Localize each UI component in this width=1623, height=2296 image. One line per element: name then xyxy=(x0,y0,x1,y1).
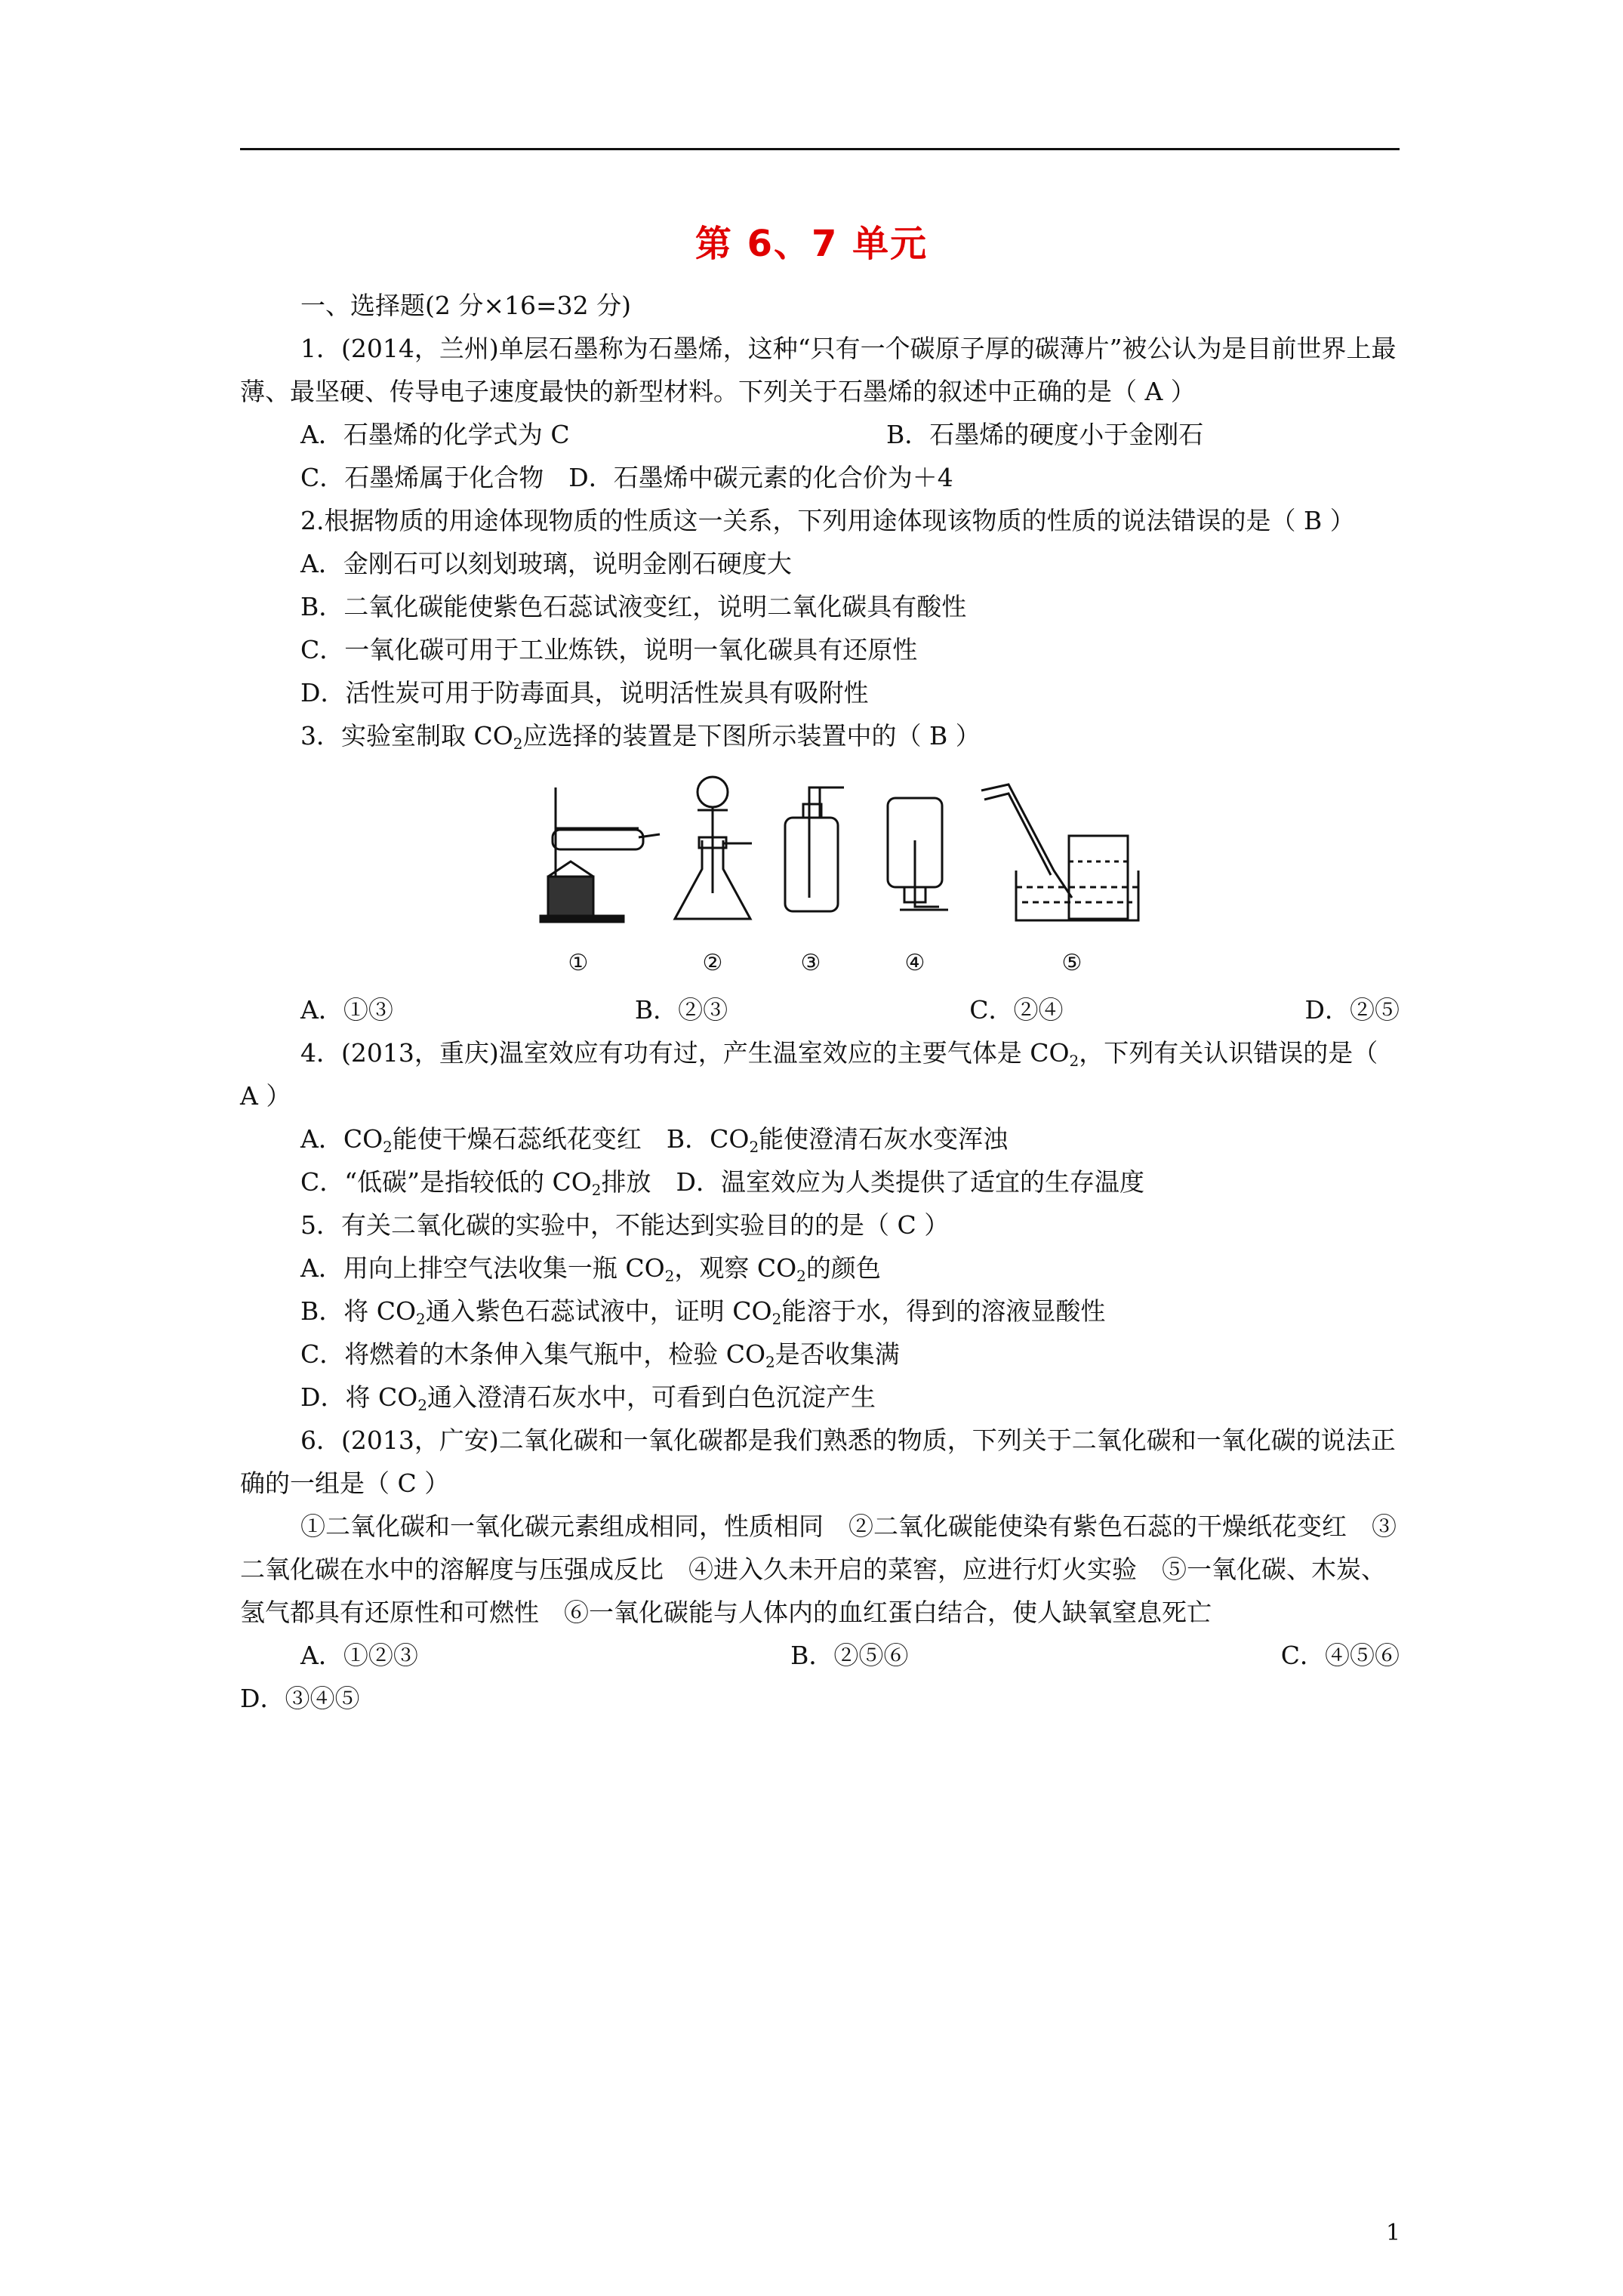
header-rule xyxy=(240,148,1400,150)
apparatus-2-flask-funnel xyxy=(675,777,752,919)
figure-label-3: ③ xyxy=(800,950,821,976)
option-c: C．②④ xyxy=(969,995,1064,1025)
question-6-stem: 6．(2013，广安)二氧化碳和一氧化碳都是我们熟悉的物质，下列关于二氧化碳和一氧化碳的说法正确的一组是（ C ） xyxy=(240,1425,1396,1498)
question-6-options-abc xyxy=(240,1634,1400,1677)
option-c: C．④⑤⑥ xyxy=(1280,1641,1400,1670)
question-2-stem: 2.根据物质的用途体现物质的性质这一关系，下列用途体现该物质的性质的说法错误的是（ B ） xyxy=(300,506,1355,535)
figure-label-5: ⑤ xyxy=(1061,950,1083,976)
page-number: 1 xyxy=(1386,2220,1401,2246)
question-4-options-ab: A．$CO_2$能使干燥石蕊纸花变红 B．$CO_2$能使澄清石灰水变浑浊 xyxy=(300,1124,1009,1156)
apparatus-1-heating-stand xyxy=(540,787,660,922)
option-d: D．将 $CO_2$通入澄清石灰水中，可看到白色沉淀产生 xyxy=(300,1382,876,1414)
option-b: B．②③ xyxy=(634,995,728,1025)
figure-label-1: ① xyxy=(568,950,589,976)
question-1-options-cd: C．石墨烯属于化合物 D．石墨烯中碳元素的化合价为＋4 xyxy=(300,463,953,492)
question-5-stem: 5．有关二氧化碳的实验中，不能达到实验目的的是（ C ） xyxy=(300,1210,950,1240)
option-d: D．③④⑤ xyxy=(240,1684,360,1713)
section-heading: 一、选择题(2 分×16=32 分) xyxy=(300,291,632,320)
option-a: A．石墨烯的化学式为 C xyxy=(300,420,570,449)
question-3-stem: 3．实验室制取 $CO_2$应选择的装置是下图所示装置中的（ B ） xyxy=(300,721,981,753)
question-4-stem: 4．(2013，重庆)温室效应有功有过，产生温室效应的主要气体是 $CO_2$，下列有关认识错误的是（ A ） xyxy=(240,1038,1378,1111)
apparatus-figure xyxy=(240,765,1400,984)
question-1-options-ab xyxy=(240,413,1400,456)
option-b: B．二氧化碳能使紫色石蕊试液变红，说明二氧化碳具有酸性 xyxy=(300,592,967,621)
option-b: B．②⑤⑥ xyxy=(790,1641,909,1670)
question-4-options-cd: C．“低碳”是指较低的 $CO_2$排放 D．温室效应为人类提供了适宜的生存温度 xyxy=(300,1167,1144,1199)
option-c: C．一氧化碳可用于工业炼铁，说明一氧化碳具有还原性 xyxy=(300,635,918,664)
option-d: D．活性炭可用于防毒面具，说明活性炭具有吸附性 xyxy=(300,678,869,707)
option-b: B．石墨烯的硬度小于金刚石 xyxy=(886,420,1204,449)
question-6-statements: ①二氧化碳和一氧化碳元素组成相同，性质相同 ②二氧化碳能使染有紫色石蕊的干燥纸花变红 ③二氧化碳在水中的溶解度与压强成反比 ④进入久未开启的菜窖，应进行灯火实验 ⑤一氧化碳、木炭、氢气都具有还原性和可燃性 ⑥一氧化碳能与人体内的血红蛋白结合，使人缺氧窒息死亡 xyxy=(240,1512,1397,1627)
page-title: 第 6、7 单元 xyxy=(694,223,929,265)
option-b: B．将 $CO_2$通入紫色石蕊试液中，证明 $CO_2$能溶于水，得到的溶液显酸性 xyxy=(300,1296,1106,1328)
option-a: A．金刚石可以刻划玻璃，说明金刚石硬度大 xyxy=(300,549,792,578)
question-1-stem: 1．(2014，兰州)单层石墨称为石墨烯，这种“只有一个碳原子厚的碳薄片”被公认为是目前世界上最薄、最坚硬、传导电子速度最快的新型材料。下列关于石墨烯的叙述中正确的是（ A ） xyxy=(240,334,1397,406)
option-a: A．①②③ xyxy=(300,1641,418,1670)
figure-label-4: ④ xyxy=(904,950,925,976)
question-content xyxy=(240,284,1400,1720)
option-d: D．②⑤ xyxy=(1304,995,1400,1025)
apparatus-3-gas-bottle xyxy=(785,787,844,911)
apparatus-4-inverted-bottle xyxy=(888,798,948,910)
option-a: A．①③ xyxy=(300,995,393,1025)
apparatus-5-water-trough xyxy=(981,784,1138,920)
option-c: C．将燃着的木条伸入集气瓶中，检验 $CO_2$是否收集满 xyxy=(300,1339,900,1371)
option-a: A．用向上排空气法收集一瓶 $CO_2$，观察 $CO_2$的颜色 xyxy=(300,1253,881,1285)
question-3-options xyxy=(240,988,1400,1031)
apparatus-diagram xyxy=(525,765,1144,984)
figure-label-2: ② xyxy=(702,950,723,976)
